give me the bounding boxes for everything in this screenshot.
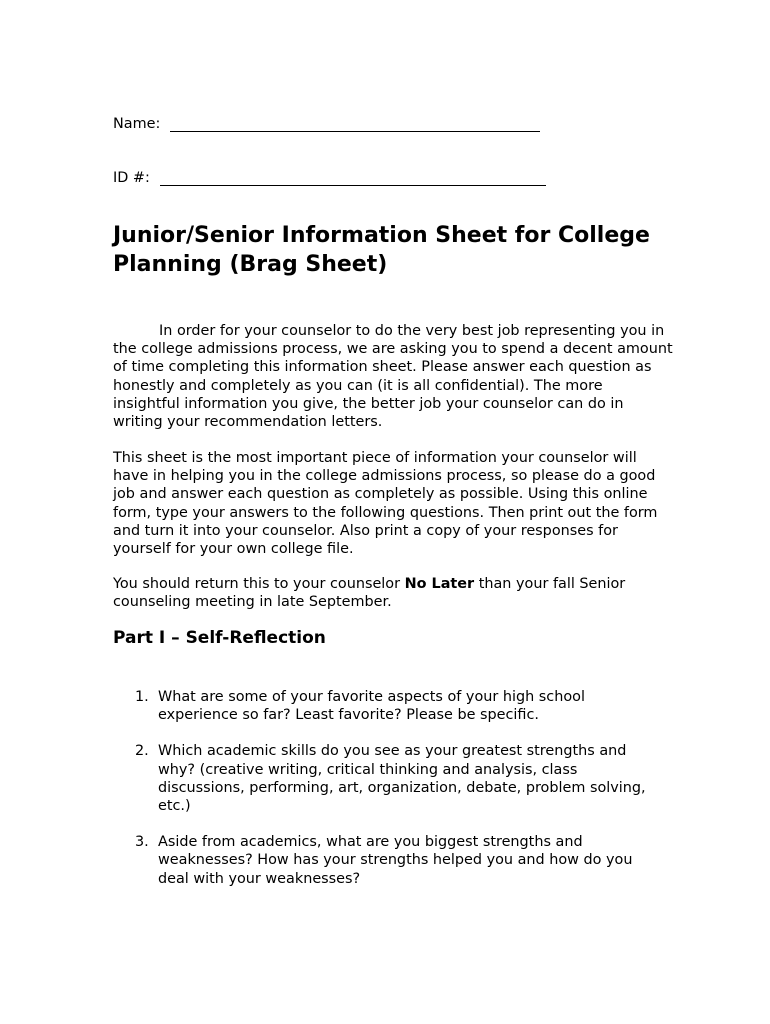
- question-text: Which academic skills do you see as your greatest strengths and why? (creative writing, critical thinking and analysis, class discussions, performing, art, organization, debate, problem solving, etc.): [158, 743, 646, 815]
- return-note-paragraph: [113, 575, 673, 611]
- question-text: Aside from academics, what are you biggest strengths and weaknesses? How has your strengths helped you and how do you deal with your weaknesses?: [158, 834, 633, 887]
- return-note-emphasis: No Later: [404, 576, 475, 592]
- importance-paragraph: This sheet is the most important piece of information your counselor will have in helping you in the college admissions process, so please do a good job and answer each question as completely as possible. Using this online form, type your answers to the following questions. Then print out the form and turn it into your counselor. Also print a copy of your responses for yourself for your own college file.: [113, 450, 658, 558]
- question-text: What are some of your favorite aspects of your high school experience so far? Least favorite? Please be specific.: [158, 689, 585, 724]
- name-label: Name:: [113, 116, 161, 132]
- id-field-row: [113, 169, 546, 186]
- id-blank-line[interactable]: [160, 169, 546, 186]
- section-title: Part I – Self-Reflection: [113, 628, 326, 648]
- return-note-after: than your fall Senior counseling meeting in late September.: [113, 576, 626, 611]
- intro-paragraph: In order for your counselor to do the very best job representing you in the college admissions process, we are asking you to spend a decent amount of time completing this information sheet. Please answer each question as honestly and completely as you can (it is all confidential). The more insightful information you give, the better job your counselor can do in writing your recommendation letters.: [113, 323, 673, 431]
- question-number: 2.: [135, 743, 149, 760]
- list-item: [113, 742, 673, 815]
- name-field-row: [113, 115, 540, 132]
- document-title: Junior/Senior Information Sheet for College Planning (Brag Sheet): [113, 223, 650, 277]
- question-list: [113, 688, 673, 906]
- return-note-before: You should return this to your counselor: [113, 576, 405, 592]
- question-number: 1.: [135, 689, 149, 705]
- id-label: ID #:: [113, 170, 150, 186]
- question-number: 3.: [135, 834, 149, 851]
- list-item: [113, 688, 673, 724]
- list-item: [113, 833, 673, 888]
- name-blank-line[interactable]: [170, 115, 540, 132]
